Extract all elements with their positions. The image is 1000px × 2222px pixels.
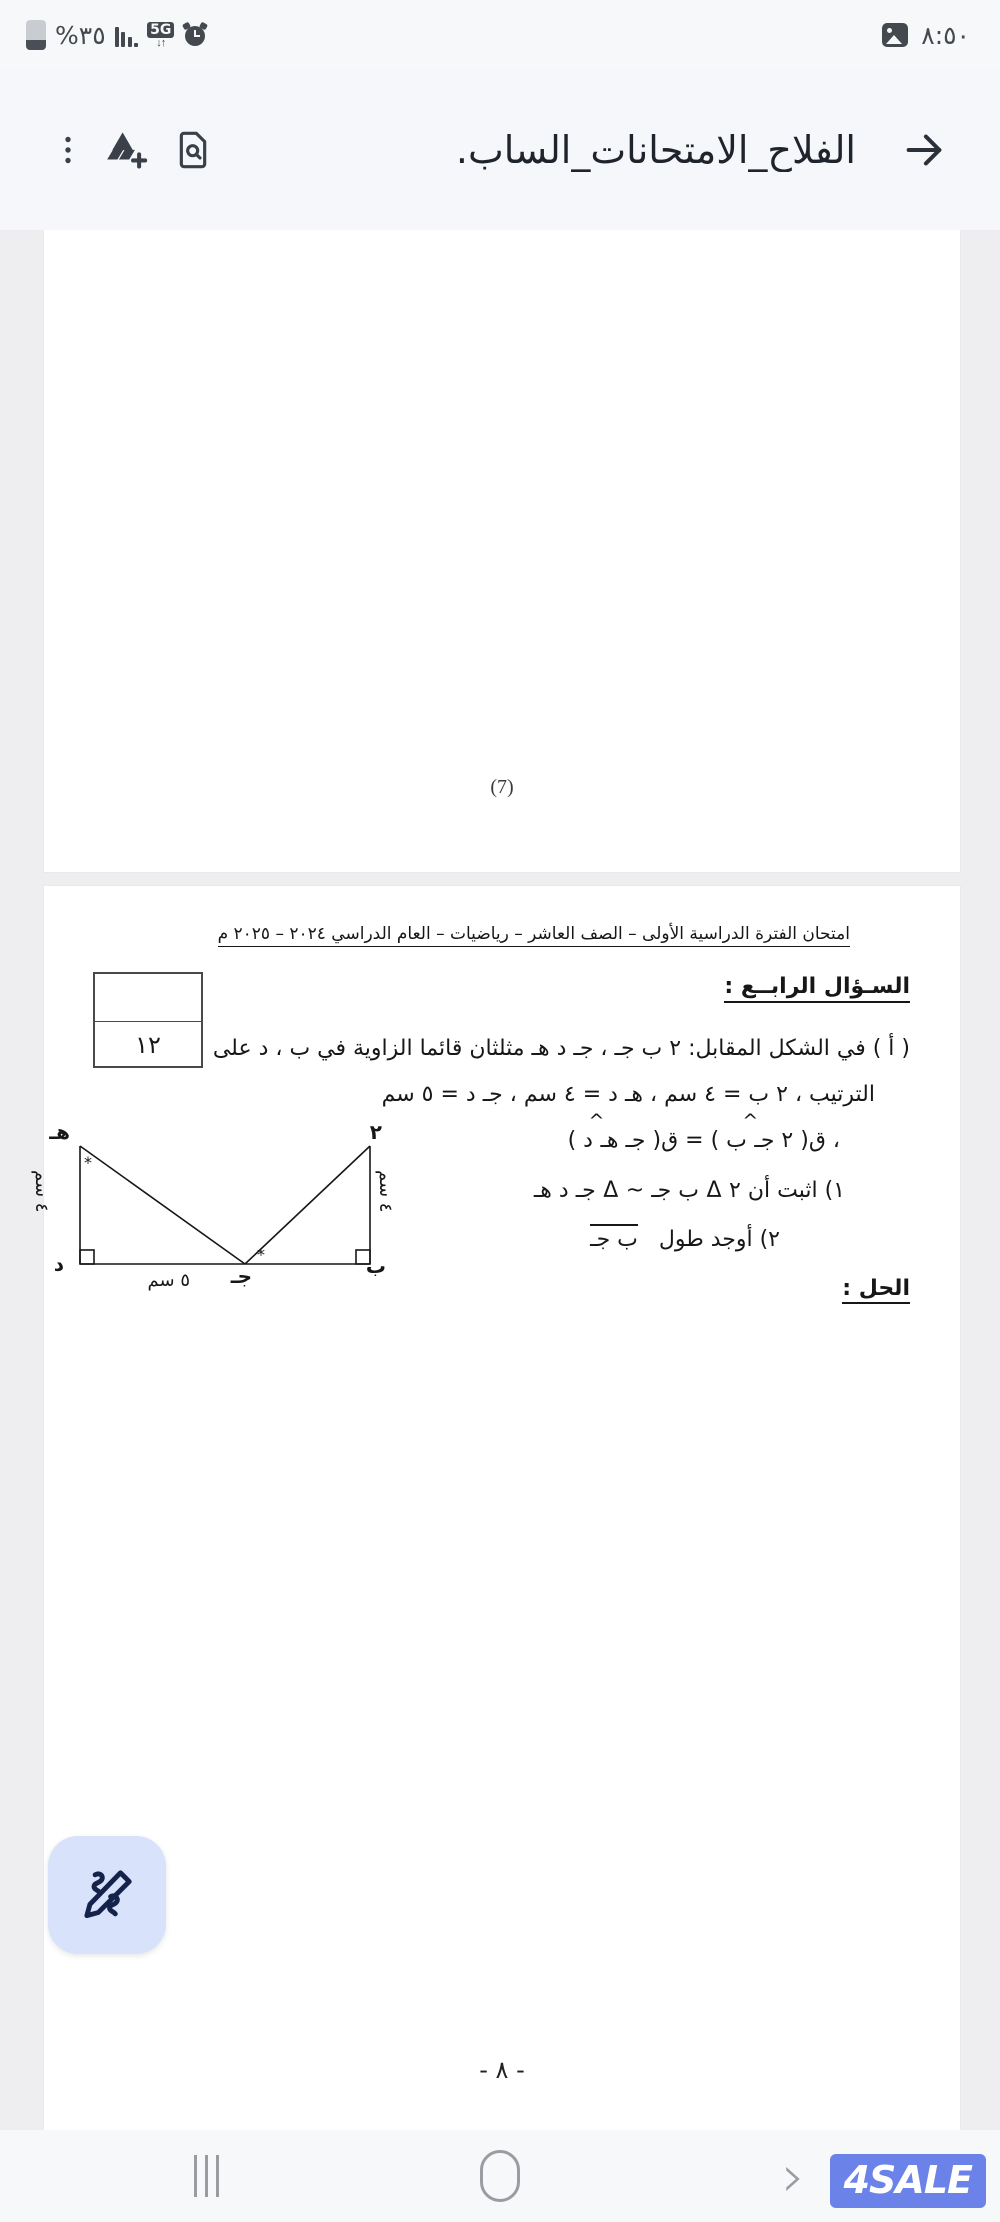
question-line-1: ( أ ) في الشكل المقابل: ٢ ب جـ ، جـ د هـ مثلثان قائما الزاوية في ب ، د على: [212, 1036, 910, 1061]
recents-button[interactable]: [152, 2141, 262, 2211]
geometry-figure: [31, 1120, 400, 1294]
annotate-fab[interactable]: [48, 1836, 166, 1954]
exam-sheet: [31, 886, 960, 2130]
home-icon: [480, 2150, 520, 2202]
watermark-badge: 4SALE: [830, 2154, 986, 2208]
signal-icon: [115, 23, 139, 47]
figure-side-bottom-left: ٥ سم: [147, 1270, 190, 1291]
document-page-current[interactable]: [31, 886, 960, 2130]
angle-eq-suffix: د ): [567, 1128, 593, 1153]
app-bar: [0, 70, 1000, 230]
status-bar-right: [882, 21, 970, 50]
figure-label-bottom-mid: جـ: [230, 1264, 252, 1288]
back-button[interactable]: [896, 122, 952, 178]
question-title: السـؤال الرابــع :: [724, 974, 910, 1003]
document-search-icon: [173, 130, 213, 170]
status-bar-left: [26, 20, 207, 50]
svg-text:*: *: [84, 1153, 92, 1172]
overflow-menu-icon: [50, 132, 86, 168]
segment-bc-label: ب جـ: [590, 1224, 638, 1252]
find-in-document-button[interactable]: [160, 120, 226, 180]
page-title: الفلاح_الامتحانات_الساب.: [455, 128, 856, 172]
question-line-2: الترتيب ، ٢ ب = ٤ سم ، هـ د = ٤ سم ، جـ د = ٥ سم: [381, 1082, 875, 1107]
page-number-label-current: - ٨ -: [479, 2056, 525, 2084]
add-to-drive-button[interactable]: [94, 120, 160, 180]
figure-side-right: ٤ سم: [375, 1170, 396, 1213]
image-icon: [882, 23, 908, 47]
question-part-1: ١) اثبت أن ٢ Δ ب جـ ~ Δ جـ د هـ: [533, 1178, 845, 1203]
marks-box-top-cell: [95, 974, 201, 1022]
angle-hat-1: [747, 1128, 755, 1153]
question-part-2-text: ٢) أوجد طول: [658, 1227, 780, 1252]
data-arrows-label: ↓↑: [156, 36, 166, 49]
figure-label-top-right: ٢: [369, 1120, 382, 1144]
question-part-2: [590, 1224, 780, 1252]
drive-add-icon: [105, 128, 149, 172]
battery-percent-label: %٣٥: [55, 20, 106, 50]
figure-side-left: ٤ سم: [31, 1170, 52, 1213]
battery-icon: [26, 20, 46, 50]
figure-label-top-left: هـ: [49, 1120, 70, 1144]
figure-label-bottom-left: د: [53, 1252, 64, 1276]
arrow-forward-icon: [901, 127, 947, 173]
angle-eq-mid: ب ) = ق( جـ هـ: [600, 1128, 747, 1153]
alarm-icon: [183, 23, 207, 47]
angle-eq-prefix: ، ق( ٢ جـ: [754, 1128, 840, 1153]
more-options-button[interactable]: [42, 120, 94, 180]
document-page-previous[interactable]: [44, 230, 960, 872]
5g-label: 5G: [147, 22, 174, 38]
marks-box-bottom-cell: ١٢: [135, 1031, 161, 1059]
back-chevron-icon: ›: [781, 2142, 805, 2210]
system-navigation-bar: [0, 2130, 1000, 2222]
recents-icon: [194, 2155, 219, 2197]
svg-text:*: *: [257, 1245, 265, 1264]
status-bar: [0, 0, 1000, 70]
home-button[interactable]: [445, 2141, 555, 2211]
two-triangles-diagram: [40, 1124, 400, 1294]
question-line-3: [568, 1128, 840, 1153]
angle-hat-2: [593, 1128, 601, 1153]
exam-header-line: امتحان الفترة الدراسية الأولى – الصف العاشر – رياضيات – العام الدراسي ٢٠٢٤ – ٢٠٢٥ م: [218, 924, 850, 947]
clock-label: ٨:٥٠: [921, 20, 970, 50]
page-number-label-previous: (7): [490, 776, 514, 798]
5g-icon: [147, 22, 174, 49]
pen-annotate-icon: [76, 1864, 138, 1926]
figure-label-bottom-right: ب: [365, 1254, 386, 1278]
solution-label: الحل :: [842, 1276, 910, 1304]
marks-box: [93, 972, 203, 1068]
